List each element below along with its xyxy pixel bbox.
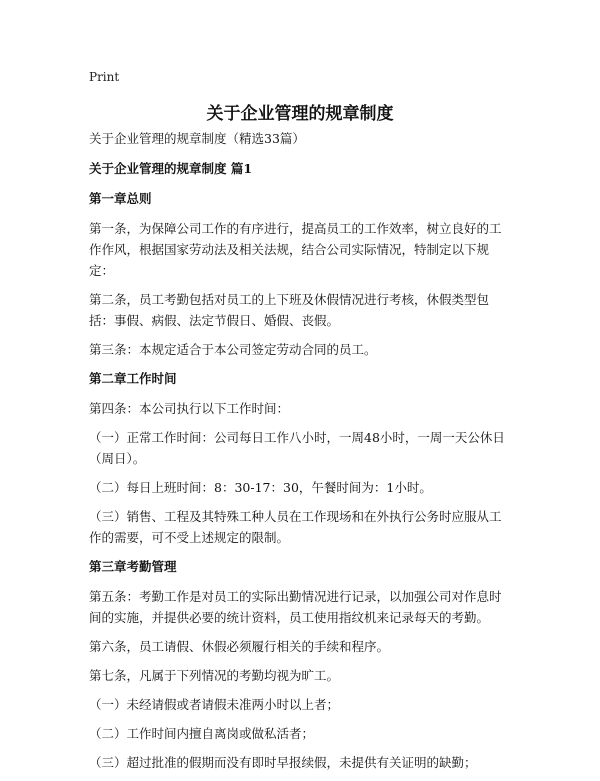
article-3: 第三条：本规定适合于本公司签定劳动合同的员工。 <box>89 342 377 357</box>
print-link[interactable]: Print <box>89 70 120 84</box>
document-body <box>89 128 513 781</box>
section-heading: 关于企业管理的规章制度 篇1 <box>89 161 253 176</box>
article-4-item-1: （一）正常工作时间：公司每日工作八小时，一周48小时，一周一天公休日（周日）。 <box>89 430 505 466</box>
chapter-heading-2: 第二章工作时间 <box>89 371 177 386</box>
article-2: 第二条，员工考勤包括对员工的上下班及休假情况进行考核，休假类型包括：事假、病假、法定节假日、婚假、丧假。 <box>89 292 490 328</box>
document-subtitle: 关于企业管理的规章制度（精选33篇） <box>89 131 305 146</box>
article-7-item-2: （二）工作时间内擅自离岗或做私活者； <box>89 726 315 741</box>
article-4: 第四条：本公司执行以下工作时间： <box>89 401 290 416</box>
article-7-item-3: （三）超过批准的假期而没有即时早报续假，未提供有关证明的缺勤； <box>89 755 477 770</box>
article-4-item-2: （二）每日上班时间：8：30-17：30，午餐时间为：1小时。 <box>89 480 432 495</box>
article-6: 第六条，员工请假、休假必须履行相关的手续和程序。 <box>89 639 390 654</box>
chapter-heading-3: 第三章考勤管理 <box>89 559 177 574</box>
chapter-heading-1: 第一章总则 <box>89 191 152 206</box>
article-4-item-3: （三）销售、工程及其特殊工种人员在工作现场和在外执行公务时应服从工作的需要，可不受上述规定的限制。 <box>89 509 502 545</box>
article-7: 第七条，凡属于下列情况的考勤均视为旷工。 <box>89 668 340 683</box>
document-title: 关于企业管理的规章制度 <box>206 104 394 124</box>
article-1: 第一条，为保障公司工作的有序进行，提高员工的工作效率，树立良好的工作作风，根据国家劳动法及相关法规，结合公司实际情况，特制定以下规定： <box>89 221 502 278</box>
article-7-item-1: （一）未经请假或者请假未准两小时以上者； <box>89 697 340 712</box>
article-5: 第五条：考勤工作是对员工的实际出勤情况进行记录，以加强公司对作息时间的实施，并提供必要的统计资料，员工使用指纹机来记录每天的考勤。 <box>89 589 502 625</box>
